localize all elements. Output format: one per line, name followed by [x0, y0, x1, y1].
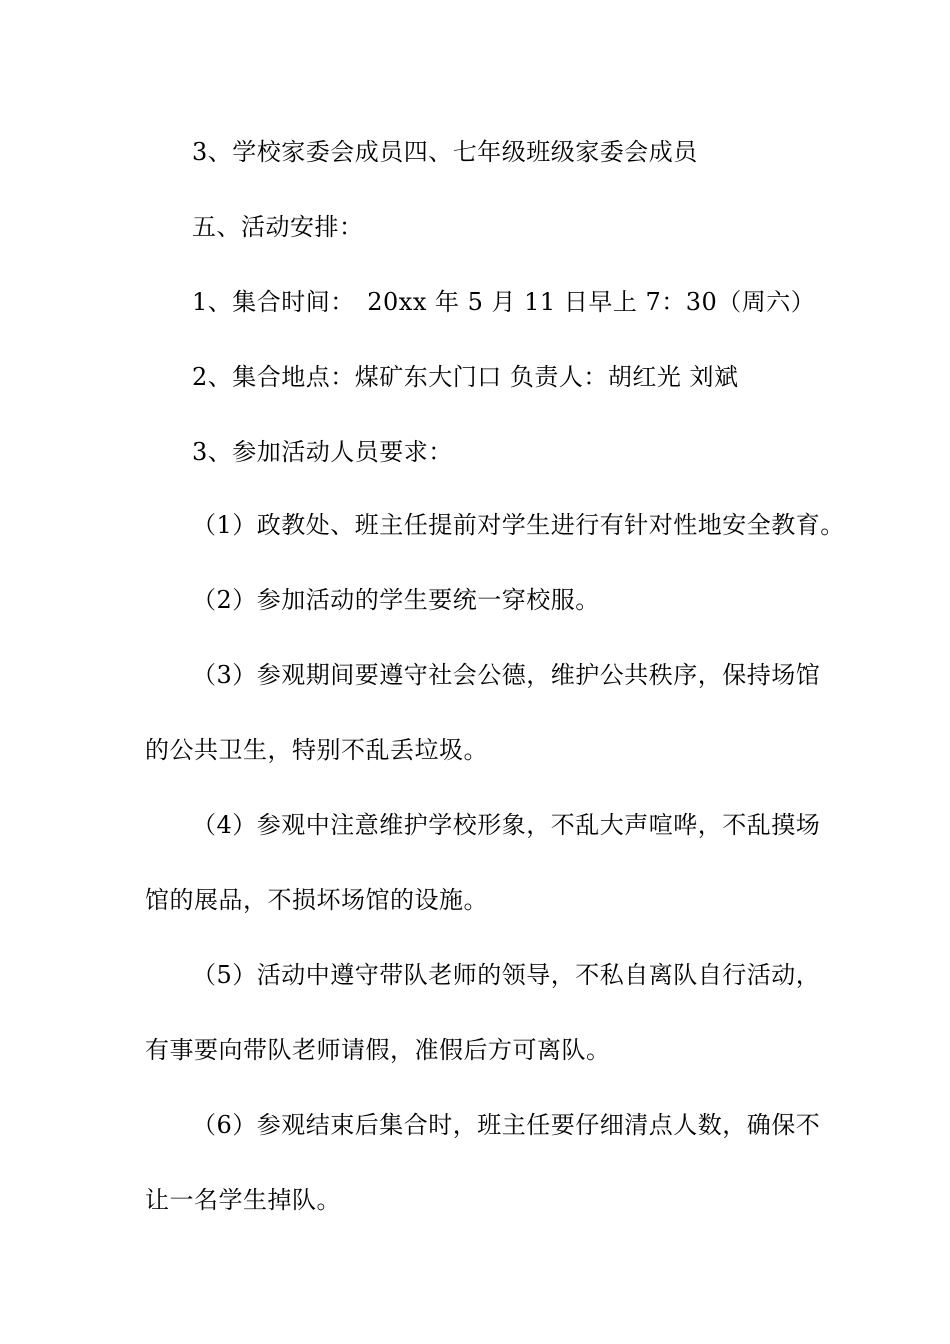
requirement-item-3: （3）参观期间要遵守社会公德，维护公共秩序，保持场馆	[192, 661, 821, 689]
requirement-item-5: （5）活动中遵守带队老师的领导，不私自离队自行活动，	[192, 961, 821, 989]
text-line-family-committee: 3、学校家委会成员四、七年级班级家委会成员	[192, 138, 698, 166]
requirement-item-6: （6）参观结束后集合时，班主任要仔细清点人数，确保不	[192, 1111, 821, 1139]
text-line-participant-requirements: 3、参加活动人员要求：	[192, 438, 453, 466]
text-line-assembly-place: 2、集合地点：煤矿东大门口 负责人：胡红光 刘斌	[192, 363, 739, 391]
requirement-item-3-continued: 的公共卫生，特别不乱丢垃圾。	[145, 736, 488, 764]
requirement-item-6-continued: 让一名学生掉队。	[145, 1186, 341, 1214]
requirement-item-2: （2）参加活动的学生要统一穿校服。	[192, 586, 600, 614]
section-heading-activity-arrangement: 五、活动安排：	[192, 213, 364, 241]
requirement-item-4: （4）参观中注意维护学校形象，不乱大声喧哗，不乱摸场	[192, 811, 821, 839]
requirement-item-5-continued: 有事要向带队老师请假，准假后方可离队。	[145, 1036, 611, 1064]
text-line-assembly-time: 1、集合时间： 20xx 年 5 月 11 日早上 7：30（周六）	[192, 288, 816, 316]
requirement-item-1: （1）政教处、班主任提前对学生进行有针对性地安全教育。	[192, 511, 845, 539]
requirement-item-4-continued: 馆的展品，不损坏场馆的设施。	[145, 886, 488, 914]
